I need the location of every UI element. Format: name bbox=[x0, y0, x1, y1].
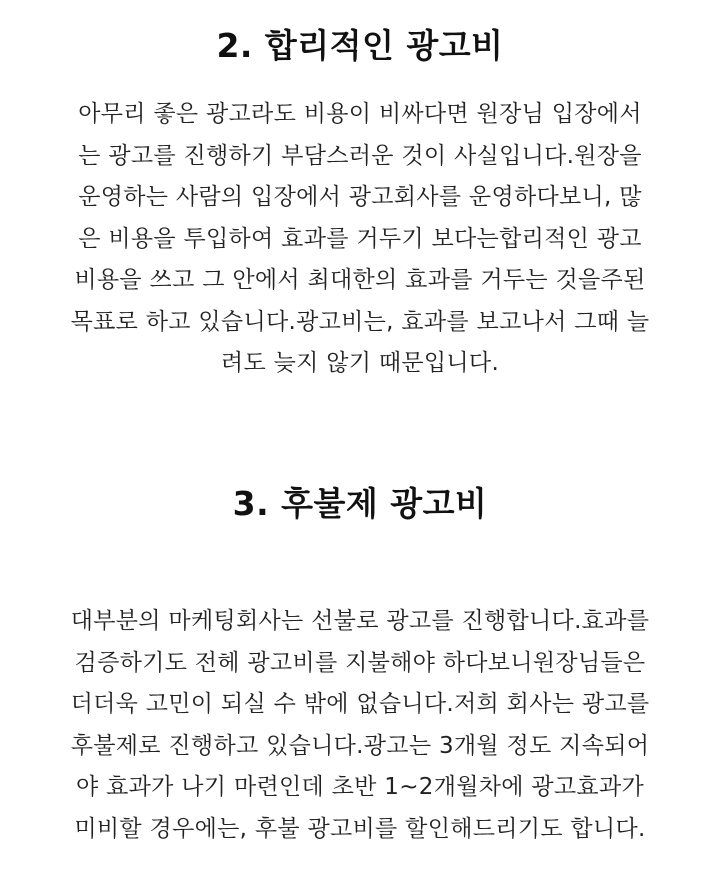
section-2-heading-block bbox=[0, 26, 720, 66]
section-3-paragraph bbox=[0, 601, 720, 850]
section-2-title: 2. 합리적인 광고비 bbox=[216, 26, 504, 65]
paragraph-line: 더더욱 고민이 되실 수 밖에 없습니다.저희 회사는 광고를 bbox=[70, 691, 650, 717]
section-3-title: 3. 후불제 광고비 bbox=[232, 484, 488, 523]
section-2-body bbox=[0, 94, 720, 385]
paragraph-line: 야 효과가 나기 마련인데 초반 1~2개월차에 광고효과가 bbox=[76, 774, 644, 800]
paragraph-line: 운영하는 사람의 입장에서 광고회사를 운영하다보니, 많 bbox=[78, 184, 642, 210]
paragraph-line: 후불제로 진행하고 있습니다.광고는 3개월 정도 지속되어 bbox=[70, 732, 650, 759]
paragraph-line: 목표로 하고 있습니다.광고비는, 효과를 보고나서 그때 늘 bbox=[70, 308, 650, 335]
section-3-body bbox=[0, 601, 720, 850]
paragraph-line: 은 비용을 투입하여 효과를 거두기 보다는합리적인 광고 bbox=[78, 225, 642, 252]
paragraph-line: 대부분의 마케팅회사는 선불로 광고를 진행합니다.효과를 bbox=[70, 608, 650, 634]
paragraph-line: 비용을 쓰고 그 안에서 최대한의 효과를 거두는 것을주된 bbox=[74, 267, 646, 293]
paragraph-line: 는 광고를 진행하기 부담스러운 것이 사실입니다.원장을 bbox=[78, 142, 642, 169]
paragraph-line: 려도 늦지 않기 때문입니다. bbox=[220, 350, 500, 376]
section-3-heading-block bbox=[0, 484, 720, 524]
paragraph-line: 검증하기도 전헤 광고비를 지불해야 하다보니원장님들은 bbox=[74, 649, 646, 676]
paragraph-line: 미비할 경우에는, 후불 광고비를 할인해드리기도 합니다. bbox=[74, 815, 646, 842]
section-2-paragraph bbox=[0, 94, 720, 385]
paragraph-line: 아무리 좋은 광고라도 비용이 비싸다면 원장님 입장에서 bbox=[78, 101, 642, 127]
